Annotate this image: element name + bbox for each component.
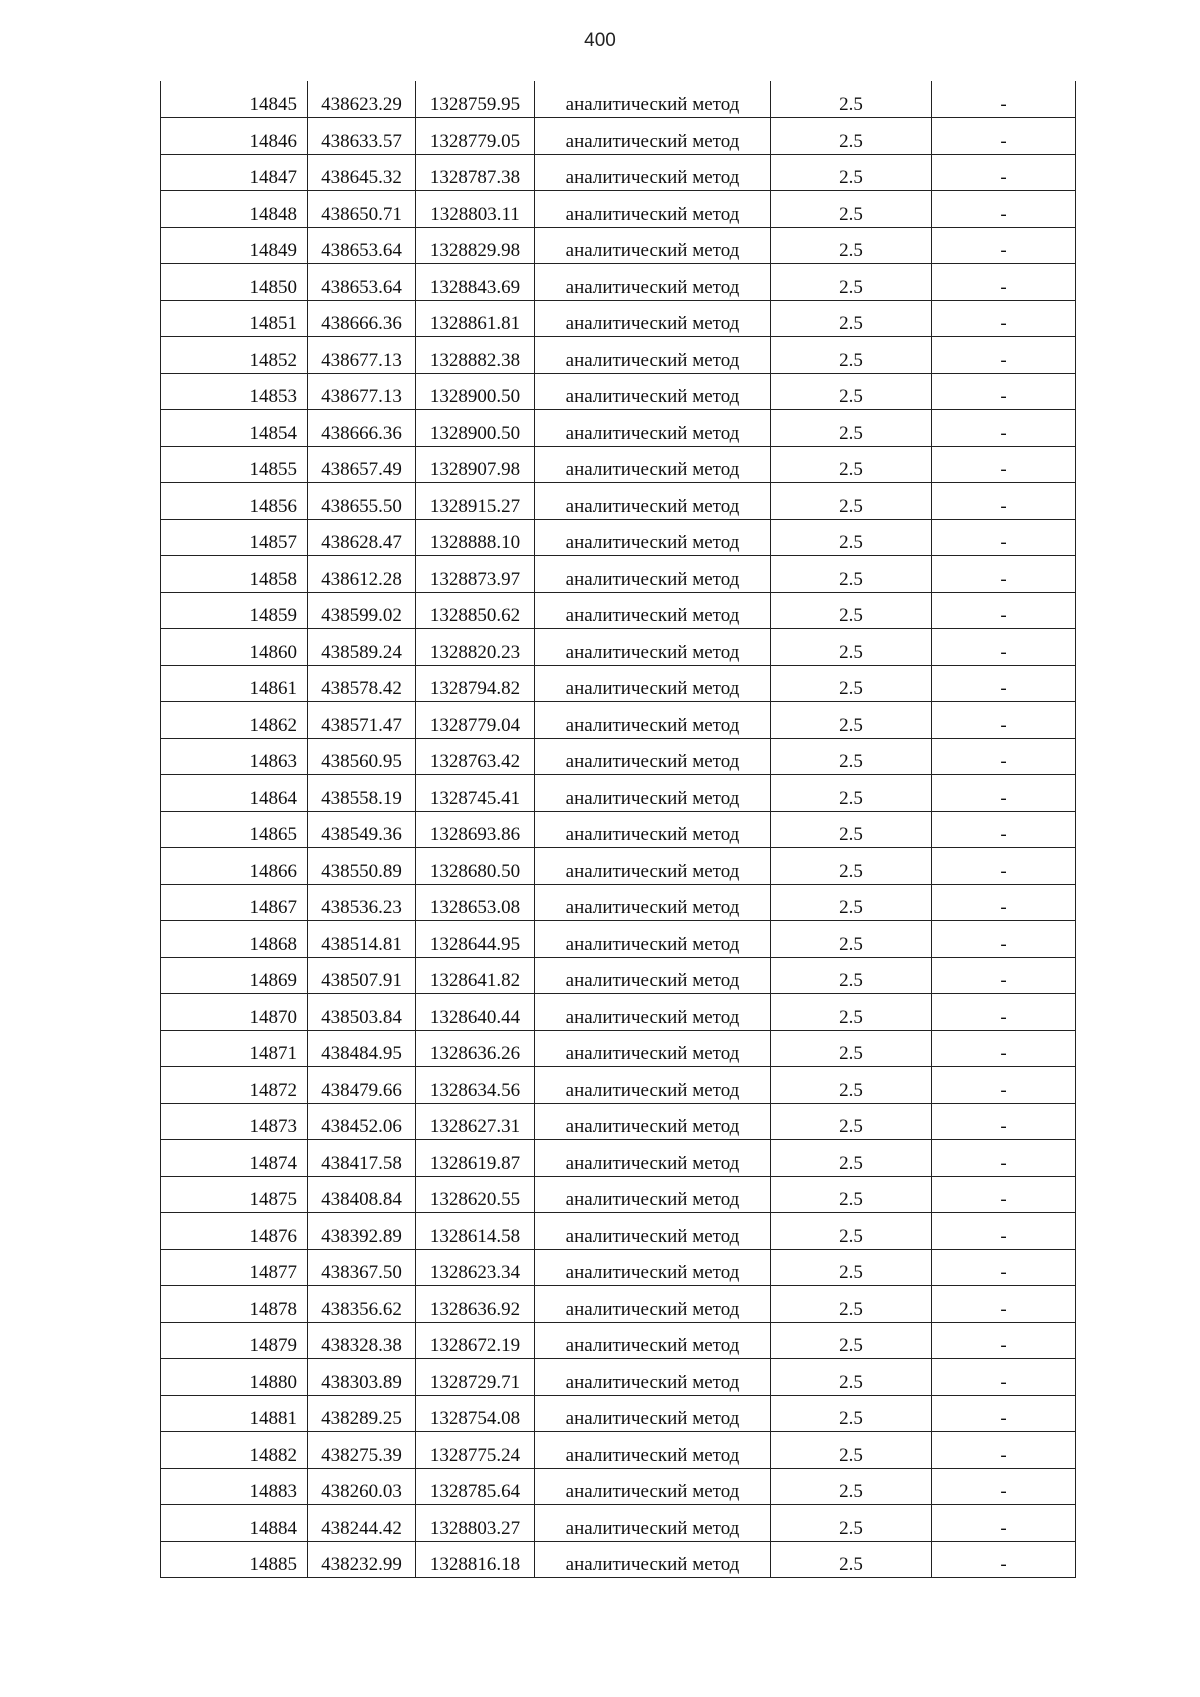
x-coordinate-cell: 438612.28 [308, 556, 416, 593]
y-coordinate-cell: 1328820.23 [416, 629, 535, 666]
note-cell: - [932, 1322, 1076, 1359]
method-cell: аналитический метод [535, 519, 771, 556]
accuracy-cell: 2.5 [771, 264, 932, 301]
table-row [161, 410, 1076, 447]
accuracy-cell: 2.5 [771, 592, 932, 629]
note-cell: - [932, 1067, 1076, 1104]
x-coordinate-cell: 438479.66 [308, 1067, 416, 1104]
x-coordinate-cell: 438653.64 [308, 264, 416, 301]
y-coordinate-cell: 1328779.05 [416, 118, 535, 155]
y-coordinate-cell: 1328620.55 [416, 1176, 535, 1213]
accuracy-cell: 2.5 [771, 957, 932, 994]
y-coordinate-cell: 1328900.50 [416, 373, 535, 410]
y-coordinate-cell: 1328763.42 [416, 738, 535, 775]
table-row [161, 775, 1076, 812]
accuracy-cell: 2.5 [771, 1176, 932, 1213]
accuracy-cell: 2.5 [771, 1468, 932, 1505]
point-number-cell: 14865 [161, 811, 308, 848]
point-number-cell: 14864 [161, 775, 308, 812]
table-row [161, 483, 1076, 520]
x-coordinate-cell: 438260.03 [308, 1468, 416, 1505]
x-coordinate-cell: 438536.23 [308, 884, 416, 921]
point-number-cell: 14846 [161, 118, 308, 155]
table-row [161, 848, 1076, 885]
point-number-cell: 14859 [161, 592, 308, 629]
note-cell: - [932, 738, 1076, 775]
x-coordinate-cell: 438244.42 [308, 1505, 416, 1542]
note-cell: - [932, 1432, 1076, 1469]
note-cell: - [932, 1030, 1076, 1067]
y-coordinate-cell: 1328641.82 [416, 957, 535, 994]
accuracy-cell: 2.5 [771, 1541, 932, 1578]
table-row [161, 264, 1076, 301]
point-number-cell: 14860 [161, 629, 308, 666]
method-cell: аналитический метод [535, 1176, 771, 1213]
method-cell: аналитический метод [535, 1468, 771, 1505]
method-cell: аналитический метод [535, 118, 771, 155]
x-coordinate-cell: 438633.57 [308, 118, 416, 155]
point-number-cell: 14873 [161, 1103, 308, 1140]
method-cell: аналитический метод [535, 775, 771, 812]
accuracy-cell: 2.5 [771, 1286, 932, 1323]
method-cell: аналитический метод [535, 1432, 771, 1469]
accuracy-cell: 2.5 [771, 410, 932, 447]
note-cell: - [932, 957, 1076, 994]
point-number-cell: 14884 [161, 1505, 308, 1542]
method-cell: аналитический метод [535, 1140, 771, 1177]
point-number-cell: 14851 [161, 300, 308, 337]
accuracy-cell: 2.5 [771, 1213, 932, 1250]
y-coordinate-cell: 1328900.50 [416, 410, 535, 447]
y-coordinate-cell: 1328775.24 [416, 1432, 535, 1469]
accuracy-cell: 2.5 [771, 337, 932, 374]
note-cell: - [932, 154, 1076, 191]
note-cell: - [932, 775, 1076, 812]
x-coordinate-cell: 438356.62 [308, 1286, 416, 1323]
method-cell: аналитический метод [535, 665, 771, 702]
table-row [161, 1505, 1076, 1542]
method-cell: аналитический метод [535, 738, 771, 775]
accuracy-cell: 2.5 [771, 884, 932, 921]
point-number-cell: 14862 [161, 702, 308, 739]
note-cell: - [932, 300, 1076, 337]
x-coordinate-cell: 438578.42 [308, 665, 416, 702]
method-cell: аналитический метод [535, 1286, 771, 1323]
table-row [161, 738, 1076, 775]
note-cell: - [932, 410, 1076, 447]
table-row [161, 300, 1076, 337]
y-coordinate-cell: 1328634.56 [416, 1067, 535, 1104]
accuracy-cell: 2.5 [771, 556, 932, 593]
method-cell: аналитический метод [535, 957, 771, 994]
method-cell: аналитический метод [535, 264, 771, 301]
y-coordinate-cell: 1328640.44 [416, 994, 535, 1031]
y-coordinate-cell: 1328619.87 [416, 1140, 535, 1177]
method-cell: аналитический метод [535, 227, 771, 264]
table-row [161, 337, 1076, 374]
accuracy-cell: 2.5 [771, 994, 932, 1031]
note-cell: - [932, 446, 1076, 483]
note-cell: - [932, 227, 1076, 264]
y-coordinate-cell: 1328614.58 [416, 1213, 535, 1250]
note-cell: - [932, 665, 1076, 702]
x-coordinate-cell: 438507.91 [308, 957, 416, 994]
table-row [161, 1432, 1076, 1469]
y-coordinate-cell: 1328672.19 [416, 1322, 535, 1359]
note-cell: - [932, 1359, 1076, 1396]
method-cell: аналитический метод [535, 373, 771, 410]
note-cell: - [932, 81, 1076, 118]
point-number-cell: 14871 [161, 1030, 308, 1067]
point-number-cell: 14845 [161, 81, 308, 118]
y-coordinate-cell: 1328843.69 [416, 264, 535, 301]
point-number-cell: 14879 [161, 1322, 308, 1359]
y-coordinate-cell: 1328653.08 [416, 884, 535, 921]
table-row [161, 154, 1076, 191]
accuracy-cell: 2.5 [771, 848, 932, 885]
note-cell: - [932, 1176, 1076, 1213]
method-cell: аналитический метод [535, 483, 771, 520]
method-cell: аналитический метод [535, 300, 771, 337]
y-coordinate-cell: 1328754.08 [416, 1395, 535, 1432]
accuracy-cell: 2.5 [771, 775, 932, 812]
accuracy-cell: 2.5 [771, 921, 932, 958]
point-number-cell: 14872 [161, 1067, 308, 1104]
x-coordinate-cell: 438650.71 [308, 191, 416, 228]
table-row [161, 1176, 1076, 1213]
table-row [161, 1067, 1076, 1104]
accuracy-cell: 2.5 [771, 1249, 932, 1286]
point-number-cell: 14856 [161, 483, 308, 520]
accuracy-cell: 2.5 [771, 227, 932, 264]
x-coordinate-cell: 438232.99 [308, 1541, 416, 1578]
note-cell: - [932, 556, 1076, 593]
point-number-cell: 14880 [161, 1359, 308, 1396]
point-number-cell: 14874 [161, 1140, 308, 1177]
x-coordinate-cell: 438666.36 [308, 410, 416, 447]
point-number-cell: 14868 [161, 921, 308, 958]
table-row [161, 1103, 1076, 1140]
page-number: 400 [584, 30, 616, 51]
note-cell: - [932, 1213, 1076, 1250]
accuracy-cell: 2.5 [771, 154, 932, 191]
note-cell: - [932, 1505, 1076, 1542]
accuracy-cell: 2.5 [771, 118, 932, 155]
y-coordinate-cell: 1328794.82 [416, 665, 535, 702]
method-cell: аналитический метод [535, 1213, 771, 1250]
method-cell: аналитический метод [535, 921, 771, 958]
x-coordinate-cell: 438560.95 [308, 738, 416, 775]
y-coordinate-cell: 1328861.81 [416, 300, 535, 337]
point-number-cell: 14849 [161, 227, 308, 264]
method-cell: аналитический метод [535, 154, 771, 191]
x-coordinate-cell: 438417.58 [308, 1140, 416, 1177]
y-coordinate-cell: 1328627.31 [416, 1103, 535, 1140]
x-coordinate-cell: 438558.19 [308, 775, 416, 812]
accuracy-cell: 2.5 [771, 1432, 932, 1469]
accuracy-cell: 2.5 [771, 811, 932, 848]
x-coordinate-cell: 438392.89 [308, 1213, 416, 1250]
y-coordinate-cell: 1328888.10 [416, 519, 535, 556]
y-coordinate-cell: 1328623.34 [416, 1249, 535, 1286]
point-number-cell: 14863 [161, 738, 308, 775]
x-coordinate-cell: 438628.47 [308, 519, 416, 556]
accuracy-cell: 2.5 [771, 483, 932, 520]
accuracy-cell: 2.5 [771, 1030, 932, 1067]
note-cell: - [932, 264, 1076, 301]
note-cell: - [932, 702, 1076, 739]
note-cell: - [932, 592, 1076, 629]
point-number-cell: 14882 [161, 1432, 308, 1469]
table-row [161, 373, 1076, 410]
point-number-cell: 14883 [161, 1468, 308, 1505]
note-cell: - [932, 519, 1076, 556]
method-cell: аналитический метод [535, 592, 771, 629]
note-cell: - [932, 1140, 1076, 1177]
table-row [161, 519, 1076, 556]
method-cell: аналитический метод [535, 410, 771, 447]
note-cell: - [932, 884, 1076, 921]
x-coordinate-cell: 438275.39 [308, 1432, 416, 1469]
y-coordinate-cell: 1328745.41 [416, 775, 535, 812]
x-coordinate-cell: 438367.50 [308, 1249, 416, 1286]
point-number-cell: 14869 [161, 957, 308, 994]
x-coordinate-cell: 438571.47 [308, 702, 416, 739]
method-cell: аналитический метод [535, 1541, 771, 1578]
note-cell: - [932, 1286, 1076, 1323]
note-cell: - [932, 1249, 1076, 1286]
point-number-cell: 14877 [161, 1249, 308, 1286]
table-row [161, 1030, 1076, 1067]
point-number-cell: 14885 [161, 1541, 308, 1578]
y-coordinate-cell: 1328785.64 [416, 1468, 535, 1505]
x-coordinate-cell: 438599.02 [308, 592, 416, 629]
y-coordinate-cell: 1328829.98 [416, 227, 535, 264]
table-row [161, 446, 1076, 483]
x-coordinate-cell: 438655.50 [308, 483, 416, 520]
x-coordinate-cell: 438328.38 [308, 1322, 416, 1359]
note-cell: - [932, 1468, 1076, 1505]
x-coordinate-cell: 438666.36 [308, 300, 416, 337]
table-row [161, 921, 1076, 958]
point-number-cell: 14853 [161, 373, 308, 410]
point-number-cell: 14847 [161, 154, 308, 191]
accuracy-cell: 2.5 [771, 1103, 932, 1140]
accuracy-cell: 2.5 [771, 738, 932, 775]
note-cell: - [932, 811, 1076, 848]
table-row [161, 118, 1076, 155]
y-coordinate-cell: 1328636.26 [416, 1030, 535, 1067]
note-cell: - [932, 1395, 1076, 1432]
accuracy-cell: 2.5 [771, 300, 932, 337]
table-row [161, 1213, 1076, 1250]
x-coordinate-cell: 438503.84 [308, 994, 416, 1031]
method-cell: аналитический метод [535, 884, 771, 921]
method-cell: аналитический метод [535, 191, 771, 228]
table-row [161, 556, 1076, 593]
accuracy-cell: 2.5 [771, 1359, 932, 1396]
method-cell: аналитический метод [535, 702, 771, 739]
table-row [161, 702, 1076, 739]
accuracy-cell: 2.5 [771, 191, 932, 228]
point-number-cell: 14857 [161, 519, 308, 556]
accuracy-cell: 2.5 [771, 1067, 932, 1104]
y-coordinate-cell: 1328873.97 [416, 556, 535, 593]
x-coordinate-cell: 438677.13 [308, 373, 416, 410]
table-row [161, 1395, 1076, 1432]
method-cell: аналитический метод [535, 446, 771, 483]
y-coordinate-cell: 1328907.98 [416, 446, 535, 483]
note-cell: - [932, 848, 1076, 885]
method-cell: аналитический метод [535, 1395, 771, 1432]
method-cell: аналитический метод [535, 81, 771, 118]
table-row [161, 1286, 1076, 1323]
note-cell: - [932, 373, 1076, 410]
method-cell: аналитический метод [535, 1505, 771, 1542]
accuracy-cell: 2.5 [771, 665, 932, 702]
note-cell: - [932, 1541, 1076, 1578]
table-row [161, 811, 1076, 848]
point-number-cell: 14878 [161, 1286, 308, 1323]
point-number-cell: 14881 [161, 1395, 308, 1432]
table-row [161, 1322, 1076, 1359]
table-row [161, 1359, 1076, 1396]
x-coordinate-cell: 438657.49 [308, 446, 416, 483]
y-coordinate-cell: 1328882.38 [416, 337, 535, 374]
x-coordinate-cell: 438623.29 [308, 81, 416, 118]
y-coordinate-cell: 1328803.27 [416, 1505, 535, 1542]
accuracy-cell: 2.5 [771, 1322, 932, 1359]
point-number-cell: 14875 [161, 1176, 308, 1213]
note-cell: - [932, 921, 1076, 958]
accuracy-cell: 2.5 [771, 1505, 932, 1542]
y-coordinate-cell: 1328803.11 [416, 191, 535, 228]
table-row [161, 81, 1076, 118]
point-number-cell: 14867 [161, 884, 308, 921]
y-coordinate-cell: 1328779.04 [416, 702, 535, 739]
note-cell: - [932, 1103, 1076, 1140]
table-row [161, 629, 1076, 666]
accuracy-cell: 2.5 [771, 1395, 932, 1432]
accuracy-cell: 2.5 [771, 81, 932, 118]
method-cell: аналитический метод [535, 629, 771, 666]
table-row [161, 957, 1076, 994]
table-body [161, 81, 1076, 1578]
table-row [161, 994, 1076, 1031]
method-cell: аналитический метод [535, 811, 771, 848]
x-coordinate-cell: 438653.64 [308, 227, 416, 264]
note-cell: - [932, 629, 1076, 666]
y-coordinate-cell: 1328850.62 [416, 592, 535, 629]
table-row [161, 1140, 1076, 1177]
y-coordinate-cell: 1328729.71 [416, 1359, 535, 1396]
table-row [161, 592, 1076, 629]
method-cell: аналитический метод [535, 1249, 771, 1286]
method-cell: аналитический метод [535, 1359, 771, 1396]
x-coordinate-cell: 438645.32 [308, 154, 416, 191]
table-row [161, 227, 1076, 264]
method-cell: аналитический метод [535, 1030, 771, 1067]
method-cell: аналитический метод [535, 994, 771, 1031]
x-coordinate-cell: 438289.25 [308, 1395, 416, 1432]
table-row [161, 1249, 1076, 1286]
point-number-cell: 14852 [161, 337, 308, 374]
point-number-cell: 14861 [161, 665, 308, 702]
x-coordinate-cell: 438452.06 [308, 1103, 416, 1140]
x-coordinate-cell: 438514.81 [308, 921, 416, 958]
table-row [161, 1541, 1076, 1578]
y-coordinate-cell: 1328680.50 [416, 848, 535, 885]
y-coordinate-cell: 1328816.18 [416, 1541, 535, 1578]
accuracy-cell: 2.5 [771, 702, 932, 739]
note-cell: - [932, 337, 1076, 374]
point-number-cell: 14854 [161, 410, 308, 447]
coordinates-table [160, 81, 1076, 1578]
point-number-cell: 14858 [161, 556, 308, 593]
method-cell: аналитический метод [535, 556, 771, 593]
y-coordinate-cell: 1328915.27 [416, 483, 535, 520]
point-number-cell: 14870 [161, 994, 308, 1031]
y-coordinate-cell: 1328693.86 [416, 811, 535, 848]
x-coordinate-cell: 438549.36 [308, 811, 416, 848]
y-coordinate-cell: 1328787.38 [416, 154, 535, 191]
point-number-cell: 14855 [161, 446, 308, 483]
accuracy-cell: 2.5 [771, 519, 932, 556]
y-coordinate-cell: 1328759.95 [416, 81, 535, 118]
accuracy-cell: 2.5 [771, 373, 932, 410]
x-coordinate-cell: 438303.89 [308, 1359, 416, 1396]
accuracy-cell: 2.5 [771, 446, 932, 483]
note-cell: - [932, 994, 1076, 1031]
method-cell: аналитический метод [535, 1322, 771, 1359]
method-cell: аналитический метод [535, 848, 771, 885]
x-coordinate-cell: 438484.95 [308, 1030, 416, 1067]
x-coordinate-cell: 438550.89 [308, 848, 416, 885]
point-number-cell: 14850 [161, 264, 308, 301]
point-number-cell: 14876 [161, 1213, 308, 1250]
point-number-cell: 14866 [161, 848, 308, 885]
note-cell: - [932, 191, 1076, 228]
accuracy-cell: 2.5 [771, 1140, 932, 1177]
y-coordinate-cell: 1328644.95 [416, 921, 535, 958]
x-coordinate-cell: 438677.13 [308, 337, 416, 374]
method-cell: аналитический метод [535, 1103, 771, 1140]
x-coordinate-cell: 438589.24 [308, 629, 416, 666]
y-coordinate-cell: 1328636.92 [416, 1286, 535, 1323]
table-row [161, 1468, 1076, 1505]
point-number-cell: 14848 [161, 191, 308, 228]
method-cell: аналитический метод [535, 1067, 771, 1104]
method-cell: аналитический метод [535, 337, 771, 374]
note-cell: - [932, 483, 1076, 520]
x-coordinate-cell: 438408.84 [308, 1176, 416, 1213]
table-row [161, 191, 1076, 228]
note-cell: - [932, 118, 1076, 155]
table-row [161, 884, 1076, 921]
table-row [161, 665, 1076, 702]
accuracy-cell: 2.5 [771, 629, 932, 666]
